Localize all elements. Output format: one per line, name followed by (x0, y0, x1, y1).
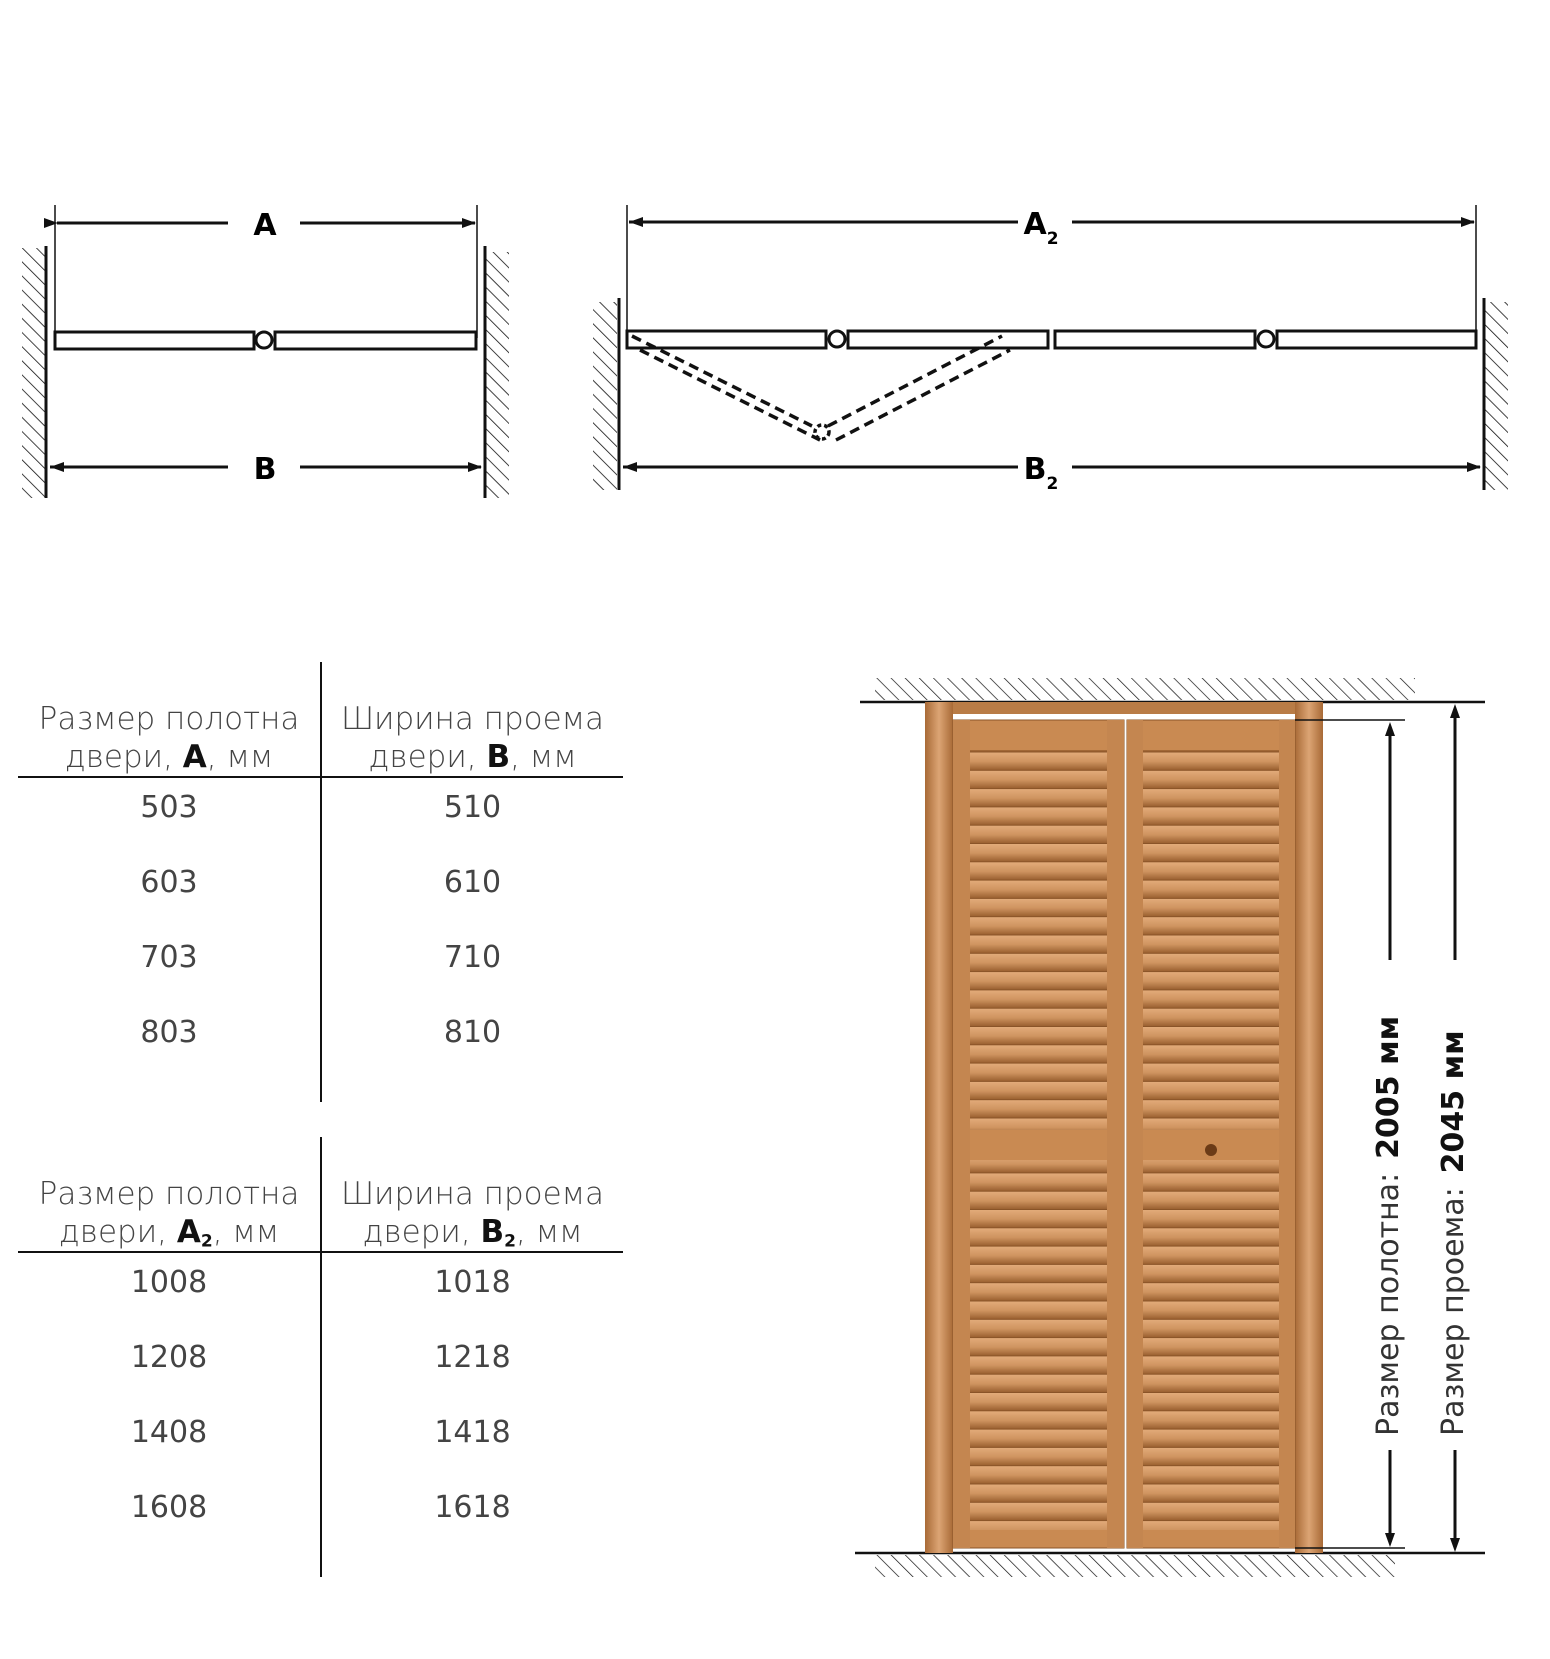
dimension-b-label: B (253, 452, 277, 487)
leaf-size-value: 603 (140, 865, 198, 900)
table-header (18, 1137, 623, 1253)
header-opening-width: Ширина проема двери, B, мм (340, 701, 605, 775)
opening-size-label: Размер проема:2045 мм (1436, 1030, 1471, 1436)
table-divider-horizontal (18, 776, 623, 778)
ceiling (860, 678, 1485, 702)
size-table-single (18, 662, 623, 1102)
table-row (18, 1265, 623, 1305)
leaf-size-value: 803 (140, 1015, 198, 1050)
door-leaf-left (953, 720, 1124, 1548)
table-row (18, 865, 623, 905)
door-leaf-right (1127, 720, 1295, 1548)
single-door-diagram (22, 205, 509, 498)
table-row (18, 790, 623, 830)
opening-width-value: 510 (443, 790, 502, 825)
opening-width-value: 1418 (434, 1415, 511, 1450)
leaf-size-value: 1608 (130, 1490, 208, 1525)
leaf-size-value: 1208 (130, 1340, 208, 1375)
header-leaf-size: Размер полотна двери, $A_2$, мм (38, 1176, 300, 1252)
leaf-size-value: 1408 (130, 1415, 208, 1450)
left-wall-2 (593, 298, 619, 490)
header-leaf-size: Размер полотна двери, A, мм (38, 701, 300, 775)
opening-width-value: 1618 (434, 1490, 511, 1525)
table-divider-horizontal (18, 1251, 623, 1253)
right-wall-2 (1484, 298, 1508, 490)
table-row (18, 1015, 623, 1055)
double-door-diagram (593, 205, 1508, 494)
dimension-a-label: A (253, 208, 277, 243)
dimension-a (55, 205, 477, 338)
dimension-b2 (623, 452, 1480, 494)
folding-door-plan-diagrams (0, 0, 1550, 520)
table-header (18, 662, 623, 778)
table-row (18, 1415, 623, 1455)
door-knob (1205, 1144, 1217, 1156)
dimension-a2 (627, 205, 1476, 338)
leaf-size-label: Размер полотна:2005 мм (1371, 1015, 1406, 1436)
door-illustration (830, 660, 1550, 1620)
dimension-a2-label: $A_2$ (1023, 207, 1059, 249)
opening-width-value: 1018 (434, 1265, 511, 1300)
left-wall (22, 246, 46, 498)
opening-width-value: 810 (443, 1015, 502, 1050)
dimension-b (50, 452, 481, 487)
header-opening-width: Ширина проема двери, $B_2$, мм (340, 1176, 605, 1252)
single-door-leaves (55, 332, 476, 349)
right-wall (485, 246, 509, 498)
leaf-size-value: 1008 (130, 1265, 208, 1300)
leaf-size-value: 703 (140, 940, 198, 975)
opening-width-value: 1218 (434, 1340, 511, 1375)
table-row (18, 940, 623, 980)
folded-leaves-dashed (632, 336, 1010, 440)
table-row (18, 1340, 623, 1380)
leaf-size-value: 503 (140, 790, 198, 825)
double-door-leaves (627, 331, 1476, 348)
size-table-double (18, 1137, 623, 1577)
opening-width-value: 710 (443, 940, 502, 975)
floor (855, 1553, 1485, 1577)
dimension-b2-label: $B_2$ (1023, 452, 1059, 494)
table-row (18, 1490, 623, 1530)
opening-width-value: 610 (443, 865, 502, 900)
